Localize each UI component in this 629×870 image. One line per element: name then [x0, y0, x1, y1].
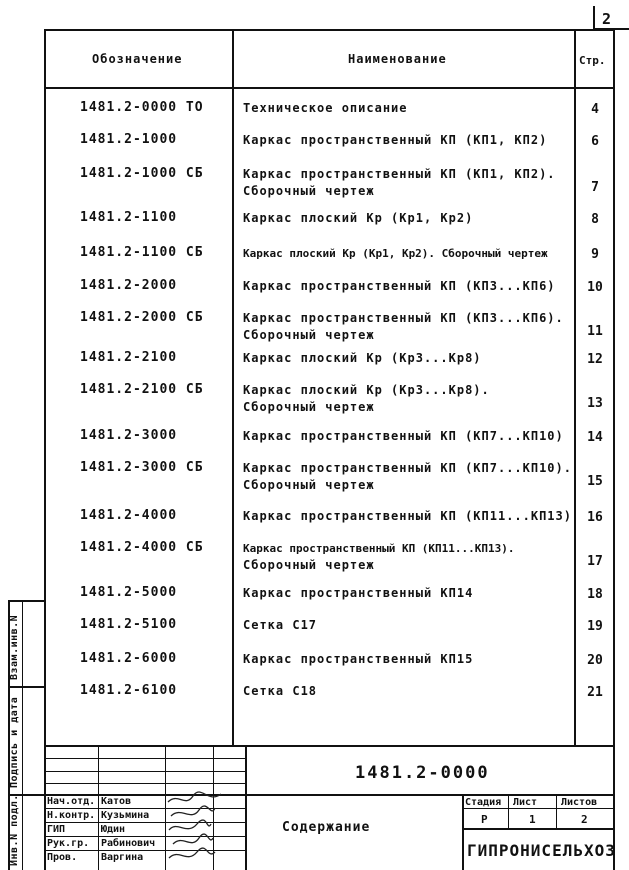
header-designation: Обозначение: [92, 52, 183, 66]
sheets-value: 2: [581, 813, 588, 826]
row-page: 21: [587, 685, 603, 700]
row-name: Сборочный чертеж: [243, 328, 375, 342]
header-underline: [44, 87, 614, 89]
page-number-box-left: [593, 6, 595, 29]
row-page: 16: [587, 510, 603, 525]
stage-value: Р: [481, 813, 488, 826]
side-label-vzam: Взам.инв.N: [9, 614, 20, 680]
row-name: Каркас пространственный КП (КП1, КП2).: [243, 167, 556, 181]
row-code: 1481.2-2000 СБ: [80, 310, 204, 325]
row-name: Каркас пространственный КП (КП1, КП2): [243, 133, 548, 147]
frame-left: [44, 29, 46, 870]
row-page: 4: [591, 102, 599, 117]
row-page: 17: [587, 554, 603, 569]
stamp-col-stage: [462, 795, 464, 870]
row-code: 1481.2-5100: [80, 617, 178, 632]
col-divider-1: [232, 29, 234, 746]
side-strip-top: [8, 600, 46, 602]
row-code: 1481.2-3000 СБ: [80, 460, 204, 475]
row-name: Каркас пространственный КП14: [243, 586, 474, 600]
signatory-name: Рабинович: [101, 838, 156, 849]
row-page: 18: [587, 587, 603, 602]
frame-right: [613, 29, 615, 870]
row-code: 1481.2-2000: [80, 278, 178, 293]
row-code: 1481.2-6000: [80, 651, 178, 666]
signature-scribbles: [163, 790, 233, 870]
side-strip-sep-1: [8, 686, 46, 688]
row-name: Каркас пространственный КП (КП3...КП6).: [243, 311, 564, 325]
row-code: 1481.2-4000: [80, 508, 178, 523]
row-page: 9: [591, 247, 599, 262]
row-code: 1481.2-6100: [80, 683, 178, 698]
row-page: 7: [591, 180, 599, 195]
col-divider-2: [574, 29, 576, 746]
sheets-label: Листов: [561, 797, 598, 808]
row-code: 1481.2-1000: [80, 132, 178, 147]
stamp-col-4: [245, 745, 247, 870]
row-name: Сетка С17: [243, 618, 318, 632]
row-name: Каркас пространственный КП (КП7...КП10).: [243, 461, 572, 475]
row-name: Каркас плоский Кр (Кр3...Кр8).: [243, 383, 490, 397]
row-code: 1481.2-2100: [80, 350, 178, 365]
signatory-role: ГИП: [47, 824, 66, 835]
side-label-podpis: Подпись и дата: [9, 696, 20, 788]
row-page: 15: [587, 474, 603, 489]
stamp-stage-line-2: [462, 828, 614, 830]
row-code: 1481.2-0000 ТО: [80, 100, 204, 115]
stamp-col-sheets: [556, 795, 557, 828]
organization-name: ГИПРОНИСЕЛЬХОЗ: [467, 841, 616, 860]
row-name: Каркас пространственный КП15: [243, 652, 474, 666]
stamp-col-sheet: [508, 795, 509, 828]
page-number: 2: [602, 10, 613, 28]
stamp-row-line-2: [44, 771, 245, 772]
frame-top: [44, 29, 614, 31]
row-name: Сборочный чертеж: [243, 558, 375, 572]
row-name: Каркас пространственный КП (КП11...КП13).: [243, 542, 515, 555]
row-page: 13: [587, 396, 603, 411]
row-page: 11: [587, 324, 603, 339]
sheet-label: Лист: [513, 797, 538, 808]
sheet-value: 1: [529, 813, 536, 826]
row-page: 12: [587, 352, 603, 367]
side-label-invpodl: Инв.N подл.: [9, 794, 20, 866]
row-name: Сборочный чертеж: [243, 184, 375, 198]
document-code: 1481.2-0000: [355, 763, 490, 783]
row-name: Сборочный чертеж: [243, 400, 375, 414]
row-name: Сетка С18: [243, 684, 318, 698]
signatory-role: Рук.гр.: [47, 838, 90, 849]
row-page: 14: [587, 430, 603, 445]
row-code: 1481.2-1100 СБ: [80, 245, 204, 260]
row-code: 1481.2-4000 СБ: [80, 540, 204, 555]
row-name: Сборочный чертеж: [243, 478, 375, 492]
row-page: 10: [587, 280, 603, 295]
signatory-name: Варгина: [101, 852, 144, 863]
signatory-name: Катов: [101, 796, 132, 807]
row-page: 19: [587, 619, 603, 634]
row-code: 1481.2-1000 СБ: [80, 166, 204, 181]
side-strip-divider: [22, 600, 23, 870]
signatory-name: Юдин: [101, 824, 126, 835]
row-page: 6: [591, 134, 599, 149]
row-name: Каркас плоский Кр (Кр1, Кр2). Сборочный чертеж: [243, 247, 548, 260]
row-name: Каркас плоский Кр (Кр3...Кр8): [243, 351, 482, 365]
stamp-row-line-3: [44, 783, 245, 784]
signatory-role: Пров.: [47, 852, 78, 863]
stamp-row-line-1: [44, 758, 245, 759]
stamp-col-1: [98, 745, 99, 870]
signatory-name: Кузьмина: [101, 810, 150, 821]
row-code: 1481.2-1100: [80, 210, 178, 225]
row-code: 1481.2-3000: [80, 428, 178, 443]
row-name: Каркас пространственный КП (КП11...КП13): [243, 509, 572, 523]
signatory-role: Н.контр.: [47, 810, 96, 821]
row-code: 1481.2-2100 СБ: [80, 382, 204, 397]
row-code: 1481.2-5000: [80, 585, 178, 600]
row-name: Каркас плоский Кр (Кр1, Кр2): [243, 211, 474, 225]
signatory-role: Нач.отд.: [47, 796, 96, 807]
header-name: Наименование: [348, 52, 447, 66]
row-name: Каркас пространственный КП (КП7...КП10): [243, 429, 564, 443]
document-title: Содержание: [282, 820, 371, 835]
row-name: Техническое описание: [243, 101, 408, 115]
row-page: 20: [587, 653, 603, 668]
stamp-stage-line-1: [462, 808, 614, 809]
header-page: Стр.: [579, 54, 606, 67]
stamp-top: [44, 745, 614, 747]
stage-label: Стадия: [465, 797, 502, 808]
row-name: Каркас пространственный КП (КП3...КП6): [243, 279, 556, 293]
row-page: 8: [591, 212, 599, 227]
